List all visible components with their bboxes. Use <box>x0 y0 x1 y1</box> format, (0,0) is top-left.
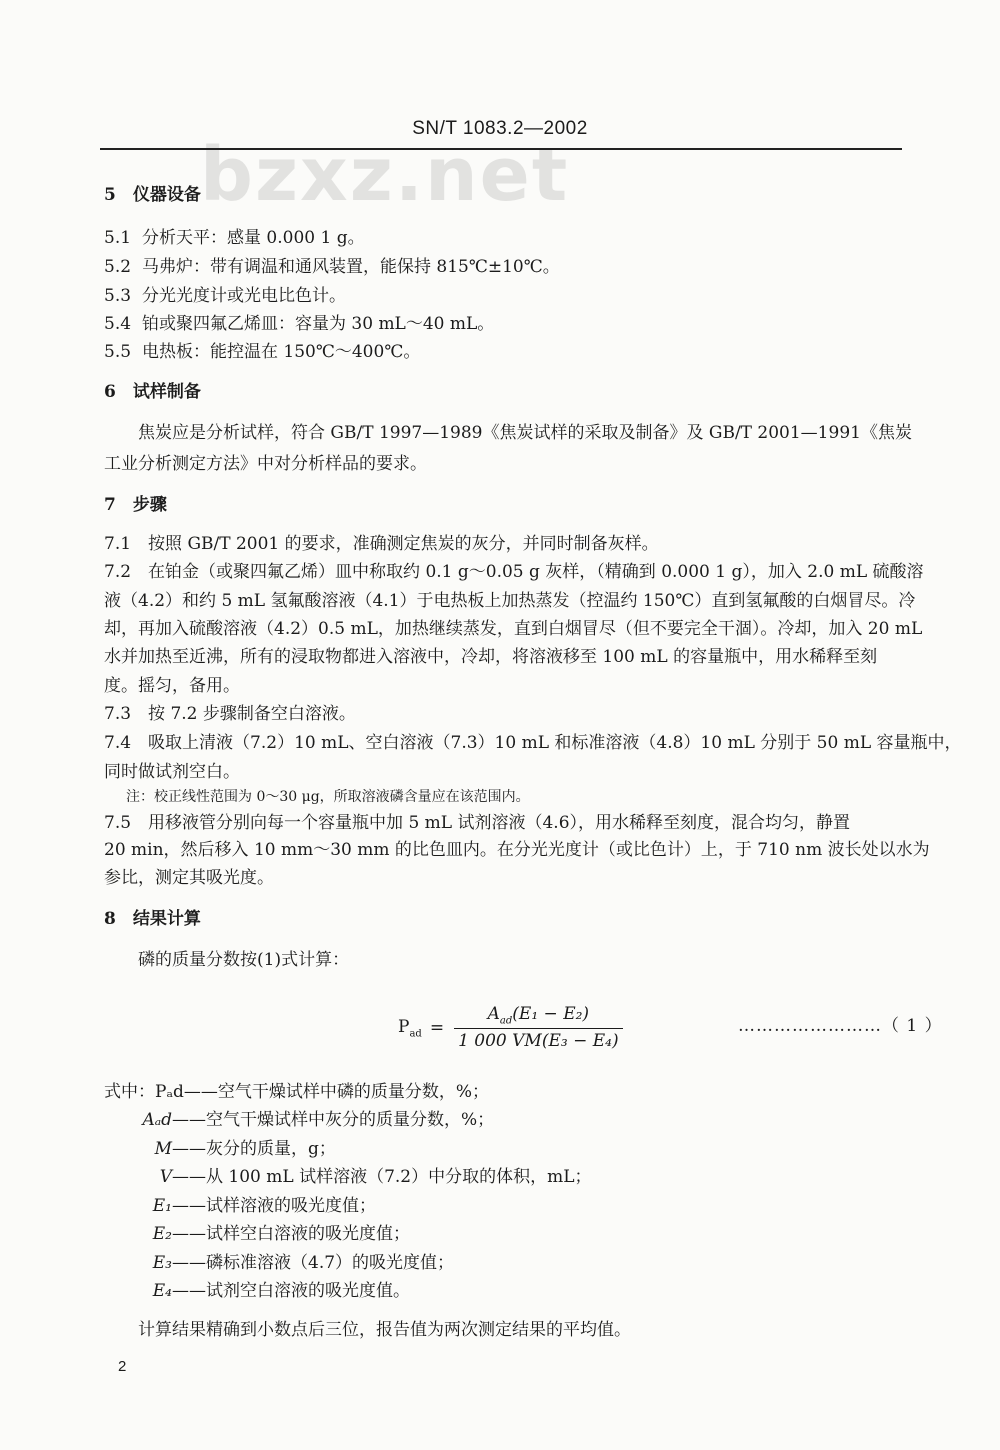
formula-equals: = <box>429 1017 445 1038</box>
section-6-para-line: 焦炭应是分析试样，符合 GB/T 1997—1989《焦炭试样的采取及制备》及 GB/T 2001—1991《焦炭 <box>138 423 912 443</box>
formula-number: ……………………（ 1 ） <box>738 1016 943 1036</box>
step-7-2-line: 度。摇匀，备用。 <box>104 676 240 696</box>
item-5-4: 5.4 铂或聚四氟乙烯皿：容量为 30 mL～40 mL。 <box>104 314 495 334</box>
section-5-heading: 5 仪器设备 <box>104 185 201 205</box>
step-7-3: 7.3 按 7.2 步骤制备空白溶液。 <box>104 704 356 724</box>
watermark: bzxz.net <box>200 132 570 218</box>
step-7-2-line: 液（4.2）和约 5 mL 氢氟酸溶液（4.1）于电热板上加热蒸发（控温约 150℃）直到氢氟酸的白烟冒尽。冷 <box>104 591 916 611</box>
section-8-heading: 8 结果计算 <box>104 909 201 929</box>
step-7-2-line: 水并加热至近沸，所有的浸取物都进入溶液中，冷却，将溶液移至 100 mL 的容量瓶中，用水稀释至刻 <box>104 647 878 667</box>
result-note: 计算结果精确到小数点后三位，报告值为两次测定结果的平均值。 <box>138 1320 631 1340</box>
step-7-5-line: 7.5 用移液管分别向每一个容量瓶中加 5 mL 试剂溶液（4.6），用水稀释至刻度，混合均匀，静置 <box>104 813 851 833</box>
definition-row: E₄——试剂空白溶液的吸光度值。 <box>152 1281 410 1301</box>
step-7-2-line: 却，再加入硫酸溶液（4.2）0.5 mL，加热继续蒸发，直到白烟冒尽（但不要完全干涸）。冷却，加入 20 mL <box>104 619 923 639</box>
definition-row: M——灰分的质量，g； <box>154 1139 336 1159</box>
definition-row: E₂——试样空白溶液的吸光度值； <box>152 1224 410 1244</box>
item-5-5: 5.5 电热板：能控温在 150℃～400℃。 <box>104 342 421 362</box>
page-number: 2 <box>118 1358 127 1375</box>
formula-lhs: $P_{ad}$ <box>398 1016 422 1039</box>
definition-row: E₃——磷标准溶液（4.7）的吸光度值； <box>152 1253 455 1273</box>
item-5-3: 5.3 分光光度计或光电比色计。 <box>104 286 346 306</box>
item-5-1: 5.1 分析天平：感量 0.000 1 g。 <box>104 228 365 248</box>
formula-1 <box>398 1004 623 1051</box>
document-header: SN/T 1083.2—2002 <box>412 118 588 139</box>
formula-intro: 磷的质量分数按(1)式计算： <box>138 950 350 970</box>
step-7-1: 7.1 按照 GB/T 2001 的要求，准确测定焦炭的灰分，并同时制备灰样。 <box>104 534 659 554</box>
definition-row: E₁——试样溶液的吸光度值； <box>152 1196 376 1216</box>
step-7-4-line: 同时做试剂空白。 <box>104 762 240 782</box>
section-7-heading: 7 步骤 <box>104 495 167 515</box>
formula-numerator: $A_{ad}(E_1 - E_2)$ <box>487 1004 590 1027</box>
definition-row: Aₐd——空气干燥试样中灰分的质量分数，%； <box>142 1110 495 1130</box>
step-7-5-line: 20 min，然后移入 10 mm～30 mm 的比色皿内。在分光光度计（或比色计）上，于 710 nm 波长处以水为 <box>104 840 930 860</box>
formula-fraction <box>454 1004 623 1051</box>
header-rule <box>100 148 902 150</box>
section-6-heading: 6 试样制备 <box>104 382 201 402</box>
step-7-5-line: 参比，测定其吸光度。 <box>104 868 274 888</box>
note: 注：校正线性范围为 0～30 μg，所取溶液磷含量应在该范围内。 <box>126 789 530 805</box>
item-5-2: 5.2 马弗炉：带有调温和通风装置，能保持 815℃±10℃。 <box>104 257 560 277</box>
definition-row: V——从 100 mL 试样溶液（7.2）中分取的体积，mL； <box>159 1167 592 1187</box>
formula-denominator: 1 000 VM(E₃ − E₄) <box>454 1028 623 1051</box>
step-7-4-line: 7.4 吸取上清液（7.2）10 mL、空白溶液（7.3）10 mL 和标准溶液（4.8）10 mL 分别于 50 mL 容量瓶中， <box>104 733 962 753</box>
section-6-para-line: 工业分析测定方法》中对分析样品的要求。 <box>104 454 427 474</box>
step-7-2-line: 7.2 在铂金（或聚四氟乙烯）皿中称取约 0.1 g～0.05 g 灰样，（精确到 0.000 1 g），加入 2.0 mL 硫酸溶 <box>104 562 924 582</box>
definition-row: 式中：Pₐd——空气干燥试样中磷的质量分数，%； <box>104 1082 490 1102</box>
